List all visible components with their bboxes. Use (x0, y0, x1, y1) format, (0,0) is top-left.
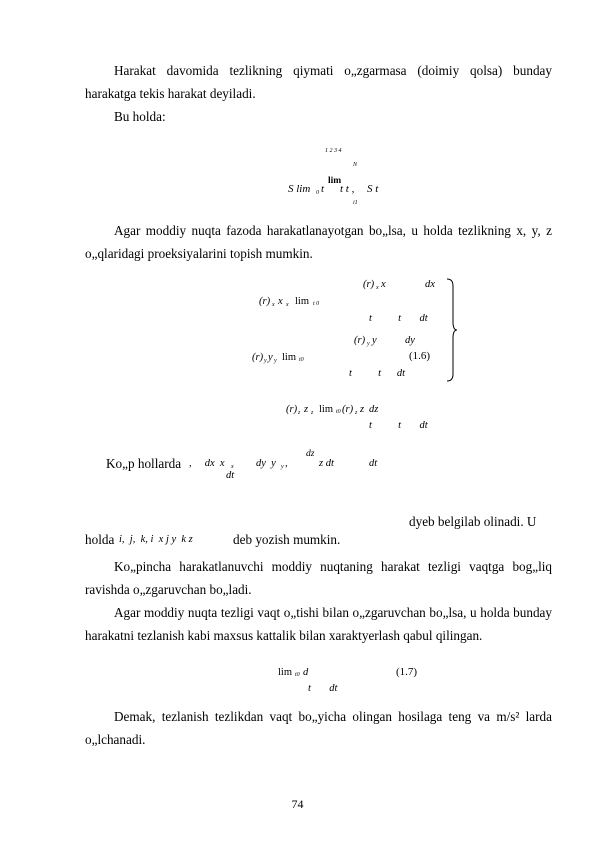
paragraph-variable-velocity: Ko„pincha harakatlanuvchi moddiy nuqtaning harakat tezligi vaqtga bog„liq ravishda o„zgaruvchan bo„ladi. (85, 559, 552, 597)
paragraph-in-this-case: Bu holda: (114, 109, 166, 124)
paragraph-acceleration-units: Demak, tezlanish tezlikdan vaqt bo„yicha olingan hosilaga teng va m/s² larda o„lchanadi. (85, 709, 552, 747)
paragraph-uniform-motion: Harakat davomida tezlikning qiymati o„zgarmasa (doimiy qolsa) bunday harakatga tekis harakat deyiladi. (85, 63, 552, 101)
equation-number-1-6: (1.6) (409, 350, 431, 362)
paragraph-acceleration-intro: Agar moddiy nuqta tezligi vaqt o„tishi bilan o„zgaruvchan bo„lsa, u holda bunday harakatni tezlanish kabi maxsus kattalik bilan xaraktyerlash qabul qilingan. (85, 605, 552, 643)
curly-brace-icon (446, 278, 458, 382)
paragraph-projections: Agar moddiy nuqta fazoda harakatlanayotgan bo„lsa, u holda tezlikning x, y, z o„qlaridagi proeksiyalarini topish mumkin. (85, 223, 552, 261)
page-number: 74 (291, 797, 304, 811)
equation-number-1-7: (1.7) (396, 666, 418, 678)
